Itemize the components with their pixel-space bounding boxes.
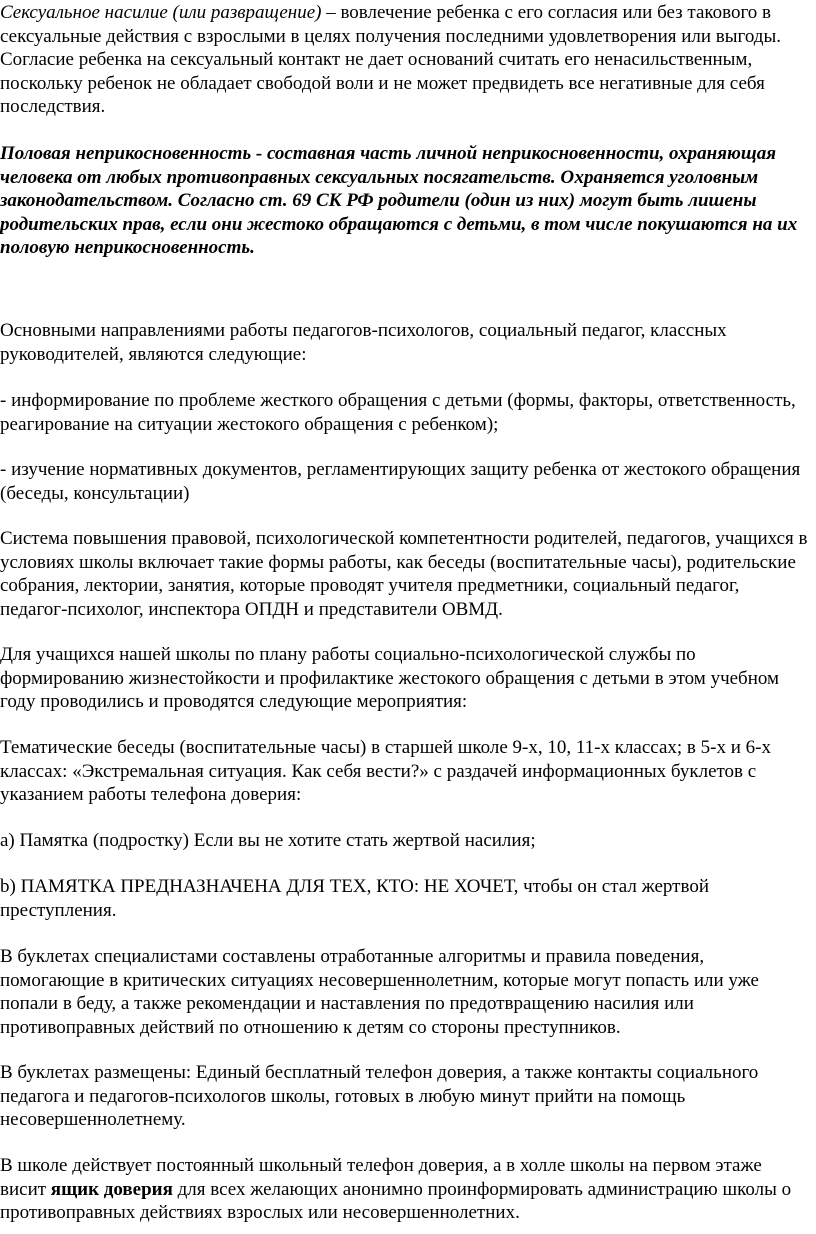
trust-box-label: ящик доверия: [50, 1178, 173, 1200]
definition-text: вовлечение ребенка с его согласия или без такового в сексуальные действия с взрослыми в целях получения последними удовлетворения или выгоды. Согласие ребенка на сексуальный контакт не дает оснований считать его ненасильственным, поскольку ребенок не обладает свободой воли и не может предвидеть все негативные для себя последствия.: [0, 2, 781, 117]
paragraph-competence-system: Система повышения правовой, психологической компетентности родителей, педагогов, учащихся в условиях школы включает такие формы работы, как беседы (воспитательные часы), родительские собрания, лектории, занятия, которые проводят учителя предметники, социальный педагог, педагог-психолог, инспектора ОПДН и представители ОВМД.: [0, 528, 808, 620]
trust-phone-text-after: для всех желающих анонимно проинформировать администрацию школы о противоправных действиях взрослых или несовершеннолетних.: [0, 1178, 792, 1223]
paragraph-trust-phone: [0, 1154, 812, 1225]
list-item-memo-a: а) Памятка (подростку) Если вы не хотите стать жертвой насилия;: [0, 830, 536, 851]
list-item-informing: - информирование по проблеме жесткого обращения с детьми (формы, факторы, ответственность, реагирование на ситуации жестокого обращения с ребенком);: [0, 390, 796, 435]
paragraph-school-events: Для учащихся нашей школы по плану работы социально-психологической службы по формированию жизнестойкости и профилактике жестокого обращения с детьми в этом учебном году проводились и проводятся следующие мероприятия:: [0, 644, 780, 712]
paragraph-definition-sexual-abuse: [0, 1, 808, 119]
paragraph-thematic-talks: Тематические беседы (воспитательные часы) в старшей школе 9-х, 10, 11-х классах; в 5-х и 6-х классах: «Экстремальная ситуация. Как себя вести?» с раздачей информационных буклетов с указанием работы телефона доверия:: [0, 737, 771, 805]
list-item-studying-documents: - изучение нормативных документов, регламентирующих защиту ребенка от жестокого обращения (беседы, консультации): [0, 459, 801, 504]
trust-phone-text-before: В школе действует постоянный школьный телефон доверия, а в холле школы на первом этаже висит: [0, 1155, 762, 1200]
paragraph-work-directions: Основными направлениями работы педагогов-психологов, социальный педагог, классных руководителей, являются следующие:: [0, 320, 727, 365]
paragraph-booklet-algorithms: В буклетах специалистами составлены отработанные алгоритмы и правила поведения, помогающие в критических ситуациях несовершеннолетним, которые могут попасть или уже попали в беду, а также рекомендации и наставления по предотвращению насилия или противоправных действий по отношению к детям со стороны преступников.: [0, 946, 759, 1038]
list-item-memo-b: b) ПАМЯТКА ПРЕДНАЗНАЧЕНА ДЛЯ ТЕХ, КТО: НЕ ХОЧЕТ, чтобы он стал жертвой преступления.: [0, 876, 709, 921]
paragraph-booklet-contacts: В буклетах размещены: Единый бесплатный телефон доверия, а также контакты социального педагога и педагогов-психологов школы, готовых в любую минут прийти на помощь несовершеннолетнему.: [0, 1062, 759, 1130]
term-sexual-abuse: Сексуальное насилие (или развращение): [0, 2, 322, 23]
paragraph-sexual-inviolability: Половая неприкосновенность - составная часть личной неприкосновенности, охраняющая человека от любых противоправных сексуальных посягательств. Охраняется уголовным законодательством. Согласно ст. 69 СК РФ родители (один из них) могут быть лишены родительских прав, если они жестоко обращаются с детьми, в том числе покушаются на их половую неприкосновенность.: [0, 143, 798, 258]
dash: –: [321, 2, 341, 23]
